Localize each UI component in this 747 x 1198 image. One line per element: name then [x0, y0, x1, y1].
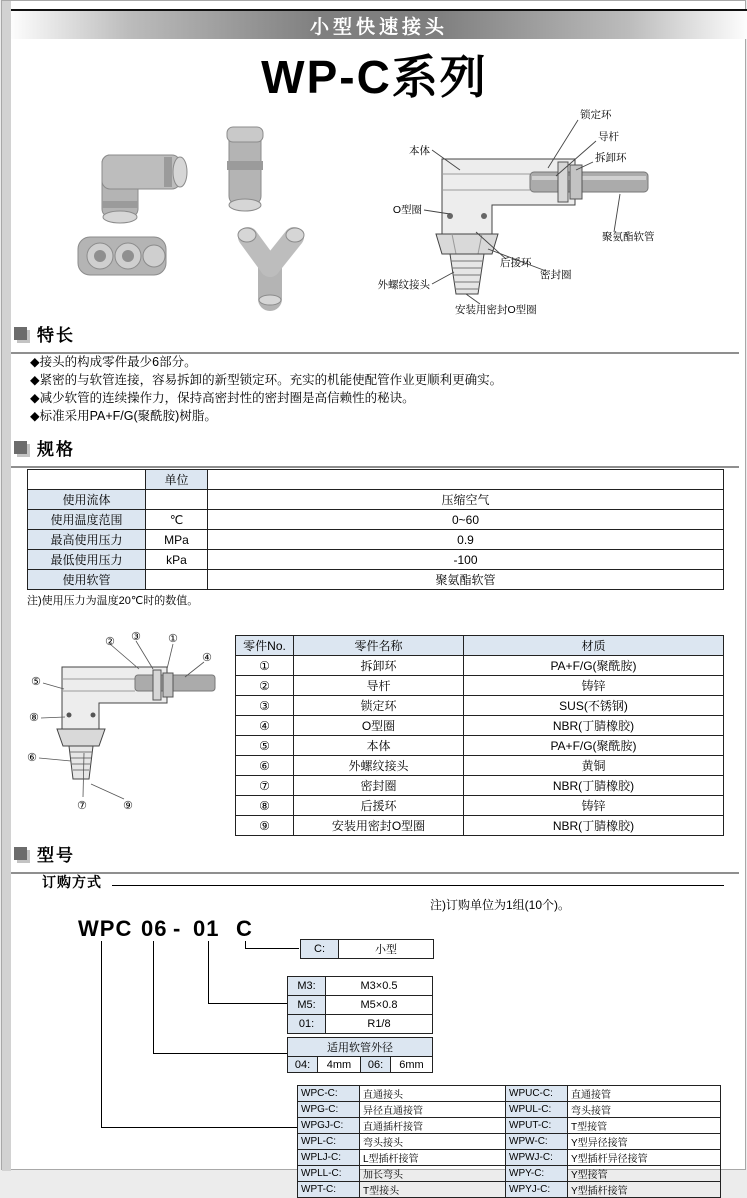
- size-row: [301, 940, 434, 959]
- spec-row: [28, 530, 724, 550]
- tube-od-table: [287, 1037, 433, 1073]
- model-row: [298, 1150, 721, 1166]
- model-name-cell: Y型接管: [568, 1166, 721, 1182]
- model-code-dash: -: [173, 916, 182, 941]
- part-material: PA+F/G(聚酰胺): [464, 656, 724, 676]
- model-code-cell: WPUC-C:: [506, 1086, 568, 1102]
- banner-subtitle: 小型快速接头: [309, 16, 448, 38]
- thread-code: M3:: [288, 977, 326, 996]
- part-no: ⑨: [236, 816, 294, 836]
- model-name-cell: Y型插杆异径接管: [568, 1150, 721, 1166]
- spec-unit: [146, 490, 208, 510]
- model-code-cell: WPYJ-C:: [506, 1182, 568, 1198]
- spec-row: [28, 570, 724, 590]
- tube-od-title: 适用软管外径: [288, 1038, 433, 1057]
- tube-shape: [135, 675, 215, 691]
- part-name: 拆卸环: [294, 656, 464, 676]
- part-material: PA+F/G(聚酰胺): [464, 736, 724, 756]
- callout-8: ⑧: [29, 712, 39, 724]
- model-code-cell: WPLJ-C:: [298, 1150, 360, 1166]
- parts-row: [236, 656, 724, 676]
- model-code-size-class: C: [236, 916, 253, 941]
- part-no: ④: [236, 716, 294, 736]
- thread-shape: [450, 254, 484, 294]
- feature-item: ◆标准采用PA+F/G(聚酰胺)树脂。: [30, 409, 217, 423]
- label-guide-rod: 导杆: [598, 131, 619, 143]
- model-name-cell: 加长弯头: [360, 1166, 506, 1182]
- spec-header-row: [28, 470, 724, 490]
- spec-value: 聚氨酯软管: [208, 570, 724, 590]
- spec-label: 使用流体: [28, 490, 146, 510]
- section-marker-icon: [14, 327, 27, 340]
- spec-row: [28, 490, 724, 510]
- tube-title-row: [288, 1038, 433, 1057]
- spec-unit: kPa: [146, 550, 208, 570]
- tube-value: 6mm: [391, 1057, 433, 1073]
- section-marker-icon: [14, 847, 27, 860]
- part-material: 黄铜: [464, 756, 724, 776]
- label-o-ring: O型圈: [392, 204, 422, 216]
- model-row: [298, 1182, 721, 1198]
- model-name-cell: T型接管: [568, 1118, 721, 1134]
- model-code-cell: WPL-C:: [298, 1134, 360, 1150]
- hex-nut-shape: [57, 729, 105, 746]
- callout-1: ①: [168, 633, 178, 645]
- part-name: 导杆: [294, 676, 464, 696]
- product-photos: [44, 113, 354, 308]
- release-ring-shape: [570, 165, 582, 199]
- parts-row: [236, 756, 724, 776]
- model-row: [298, 1134, 721, 1150]
- part-material: SUS(不锈钢): [464, 696, 724, 716]
- parts-row: [236, 776, 724, 796]
- callout-4: ④: [202, 652, 212, 664]
- spec-unit: [146, 570, 208, 590]
- callout-6: ⑥: [27, 752, 37, 764]
- tube-code: 06:: [361, 1057, 391, 1073]
- part-material: 铸锌: [464, 676, 724, 696]
- label-male-thread: 外螺纹接头: [377, 279, 430, 291]
- model-name-cell: 直通接管: [568, 1086, 721, 1102]
- part-material: NBR(丁腈橡胶): [464, 776, 724, 796]
- ordering-heading: 型号: [37, 846, 75, 865]
- model-code-tube-size: 06: [141, 916, 168, 941]
- model-code-cell: WPT-C:: [298, 1182, 360, 1198]
- part-name: 外螺纹接头: [294, 756, 464, 776]
- model-name-cell: 直通插杆接管: [360, 1118, 506, 1134]
- fitting-body-shape: [442, 159, 575, 234]
- ordering-rule: [112, 885, 724, 886]
- model-name-cell: 弯头接管: [568, 1102, 721, 1118]
- callout-2: ②: [105, 636, 115, 648]
- thread-value: M5×0.8: [326, 996, 433, 1015]
- callout-7: ⑦: [77, 800, 87, 812]
- model-name-cell: T型接头: [360, 1182, 506, 1198]
- connector-line-wpc: [101, 941, 297, 1128]
- model-code-cell: WPUL-C:: [506, 1102, 568, 1118]
- spec-value: 0.9: [208, 530, 724, 550]
- part-material: NBR(丁腈橡胶): [464, 816, 724, 836]
- model-row: [298, 1118, 721, 1134]
- parts-row: [236, 676, 724, 696]
- model-code-cell: WPW-C:: [506, 1134, 568, 1150]
- callout-3: ③: [131, 631, 141, 643]
- thread-row: [288, 996, 433, 1015]
- spec-row: [28, 510, 724, 530]
- spec-unit: ℃: [146, 510, 208, 530]
- thread-code: M5:: [288, 996, 326, 1015]
- spec-row: [28, 550, 724, 570]
- model-code-cell: WPUT-C:: [506, 1118, 568, 1134]
- spec-value: 压缩空气: [208, 490, 724, 510]
- label-mount-o-ring: 安装用密封O型圈: [455, 304, 537, 316]
- model-code-cell: WPG-C:: [298, 1102, 360, 1118]
- part-no: ⑦: [236, 776, 294, 796]
- parts-table: [235, 635, 724, 836]
- model-code-cell: WPLL-C:: [298, 1166, 360, 1182]
- model-name-cell: 异径直通接管: [360, 1102, 506, 1118]
- models-table: [297, 1085, 721, 1198]
- model-code-cell: WPY-C:: [506, 1166, 568, 1182]
- thread-row: [288, 1015, 433, 1034]
- part-material: 铸锌: [464, 796, 724, 816]
- part-no: ③: [236, 696, 294, 716]
- thread-row: [288, 977, 433, 996]
- header-banner: [11, 11, 747, 39]
- parts-row: [236, 816, 724, 836]
- tube-shape: [530, 172, 648, 192]
- features-list: [30, 353, 735, 425]
- ordering-subheading: 订购方式: [42, 874, 102, 890]
- model-code-series: WPC: [78, 916, 133, 941]
- section-marker-icon: [14, 441, 27, 454]
- parts-header-material: 材质: [464, 636, 724, 656]
- spec-label: 最低使用压力: [28, 550, 146, 570]
- parts-header-row: [236, 636, 724, 656]
- spec-label: 最高使用压力: [28, 530, 146, 550]
- part-name: 安装用密封O型圈: [294, 816, 464, 836]
- part-name: 后援环: [294, 796, 464, 816]
- thread-table: [287, 976, 433, 1034]
- product-photo-elbow: [102, 155, 187, 223]
- feature-item: ◆接头的构成零件最少6部分。: [30, 355, 197, 369]
- part-name: O型圈: [294, 716, 464, 736]
- thread-value: M3×0.5: [326, 977, 433, 996]
- spec-unit: MPa: [146, 530, 208, 550]
- model-name-cell: 弯头接头: [360, 1134, 506, 1150]
- part-material: NBR(丁腈橡胶): [464, 716, 724, 736]
- size-code: C:: [301, 940, 339, 959]
- product-photo-y: [238, 228, 304, 305]
- parts-header-no: 零件No.: [236, 636, 294, 656]
- collet-ring-shape: [558, 162, 568, 202]
- parts-row: [236, 716, 724, 736]
- parts-diagram: [27, 629, 232, 814]
- tube-value: 4mm: [318, 1057, 361, 1073]
- callout-5: ⑤: [31, 676, 41, 688]
- part-no: ②: [236, 676, 294, 696]
- model-row: [298, 1086, 721, 1102]
- tube-code: 04:: [288, 1057, 318, 1073]
- part-no: ⑥: [236, 756, 294, 776]
- ordering-note: 注)订购单位为1组(10个)。: [430, 898, 571, 912]
- model-name-cell: Y型异径接管: [568, 1134, 721, 1150]
- spec-value: -100: [208, 550, 724, 570]
- label-seal-ring: 密封圈: [540, 269, 572, 281]
- model-row: [298, 1102, 721, 1118]
- parts-row: [236, 796, 724, 816]
- feature-item: ◆减少软管的连续操作力，保持高密封性的密封圈是高信赖性的秘诀。: [30, 391, 415, 405]
- model-name-cell: 直通接头: [360, 1086, 506, 1102]
- parts-row: [236, 696, 724, 716]
- feature-item: ◆紧密的与软管连接，容易拆卸的新型锁定环。充实的机能使配管作业更顺利更确实。: [30, 373, 503, 387]
- label-back-ring: 后援环: [500, 257, 532, 269]
- part-no: ⑤: [236, 736, 294, 756]
- cross-section-diagram: [377, 104, 742, 319]
- label-tube: 聚氨酯软管: [602, 231, 655, 243]
- parts-header-name: 零件名称: [294, 636, 464, 656]
- model-code-thread: 01: [193, 916, 220, 941]
- part-name: 密封圈: [294, 776, 464, 796]
- page-title: WP-C系列: [261, 51, 488, 103]
- features-heading: 特长: [37, 326, 75, 345]
- spec-label: 使用温度范围: [28, 510, 146, 530]
- thread-code: 01:: [288, 1015, 326, 1034]
- catalog-page: [1, 0, 746, 1197]
- specs-section-header: [11, 433, 739, 468]
- specs-heading: 规格: [37, 440, 75, 459]
- spec-label: 使用软管: [28, 570, 146, 590]
- model-row: [298, 1166, 721, 1182]
- tube-row: [288, 1057, 433, 1073]
- callout-9: ⑨: [123, 800, 133, 812]
- size-class-table: [300, 939, 434, 959]
- spec-value: 0~60: [208, 510, 724, 530]
- part-no: ⑧: [236, 796, 294, 816]
- model-name-cell: L型插杆接管: [360, 1150, 506, 1166]
- page-margin-strip: [2, 1, 11, 1171]
- product-photo-branch: [78, 237, 166, 275]
- ordering-section-header: [11, 839, 739, 874]
- parts-row: [236, 736, 724, 756]
- product-photo-straight: [227, 127, 263, 211]
- model-code-cell: WPGJ-C:: [298, 1118, 360, 1134]
- part-name: 本体: [294, 736, 464, 756]
- spec-unit-header: 单位: [146, 470, 208, 490]
- spec-header-blank: [208, 470, 724, 490]
- size-value: 小型: [339, 940, 434, 959]
- model-code-cell: WPC-C:: [298, 1086, 360, 1102]
- label-release-ring: 拆卸环: [595, 152, 627, 164]
- spec-header-blank: [28, 470, 146, 490]
- part-name: 锁定环: [294, 696, 464, 716]
- spec-note: 注)使用压力为温度20℃时的数值。: [27, 595, 199, 607]
- model-code-cell: WPWJ-C:: [506, 1150, 568, 1166]
- label-body: 本体: [409, 145, 430, 157]
- label-lock-ring: 锁定环: [580, 109, 612, 121]
- model-name-cell: Y型插杆接管: [568, 1182, 721, 1198]
- thread-value: R1/8: [326, 1015, 433, 1034]
- spec-table: [27, 469, 724, 590]
- thread-shape: [69, 746, 93, 779]
- part-no: ①: [236, 656, 294, 676]
- features-section-header: [11, 319, 739, 354]
